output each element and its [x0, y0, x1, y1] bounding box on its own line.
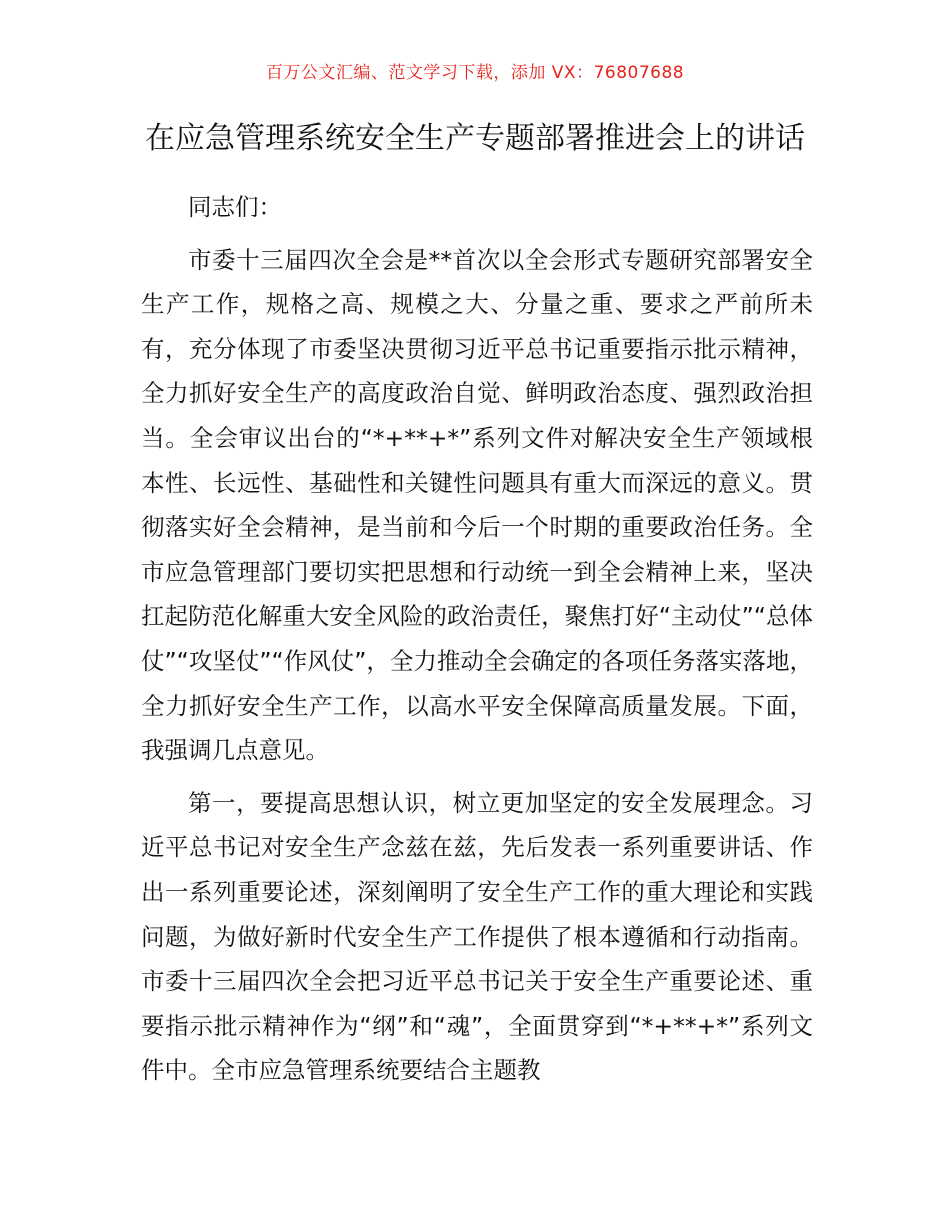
paragraph-first-point: 第一，要提高思想认识，树立更加坚定的安全发展理念。习近平总书记对安全生产念兹在兹，先后发表一系列重要讲话、作出一系列重要论述，深刻阐明了安全生产工作的重大理论和实践问题，为做好新时代安全生产工作提供了根本遵循和行动指南。市委十三届四次全会把习近平总书记关于安全生产重要论述、重要指示批示精神作为“纲”和“魂”，全面贯穿到“*+**+*”系列文件中。全市应急管理系统要结合主题教: [141, 788, 813, 1085]
document-body: [141, 185, 813, 1093]
header-banner: 百万公文汇编、范文学习下载，添加 VX：76807688: [265, 63, 685, 83]
paragraph-intro: 市委十三届四次全会是**首次以全会形式专题研究部署安全生产工作，规格之高、规模之大、分量之重、要求之严前所未有，充分体现了市委坚决贯彻习近平总书记重要指示批示精神，全力抓好安全生产的高度政治自觉、鲜明政治态度、强烈政治担当。全会审议出台的“*+**+*”系列文件对解决安全生产领域根本性、长远性、基础性和关键性问题具有重大而深远的意义。贯彻落实好全会精神，是当前和今后一个时期的重要政治任务。全市应急管理部门要切实把思想和行动统一到全会精神上来，坚决扛起防范化解重大安全风险的政治责任，聚焦打好“主动仗”“总体仗”“攻坚仗”“作风仗”，全力推动全会确定的各项任务落实落地，全力抓好安全生产工作，以高水平安全保障高质量发展。下面，我强调几点意见。: [141, 245, 813, 765]
page-title: 在应急管理系统安全生产专题部署推进会上的讲话: [145, 121, 805, 156]
salutation: 同志们：: [188, 193, 282, 221]
